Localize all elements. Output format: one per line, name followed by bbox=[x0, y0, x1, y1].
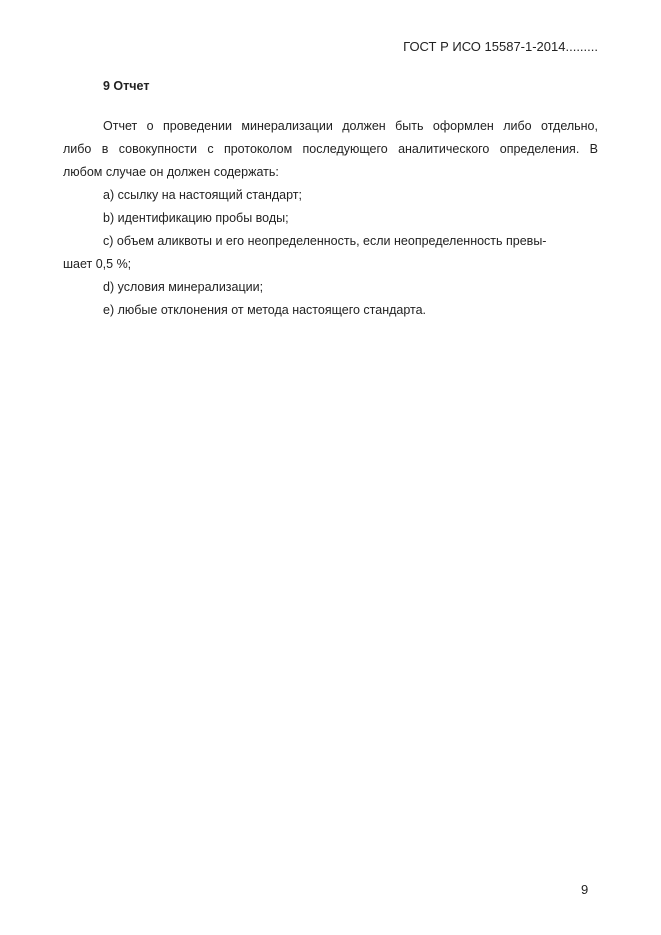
list-item-continuation: шает 0,5 %; bbox=[63, 257, 132, 271]
document-header: ГОСТ Р ИСО 15587-1-2014......... bbox=[403, 39, 598, 54]
list-item: e) любые отклонения от метода настоящего стандарта. bbox=[103, 303, 427, 317]
paragraph-line: Отчет о проведении минерализации должен быть оформлен либо отдельно, bbox=[103, 119, 598, 133]
list-item: c) объем аликвоты и его неопределенность, если неопределенность превы- bbox=[103, 234, 547, 248]
section-heading: 9 Отчет bbox=[103, 79, 150, 93]
list-item: d) условия минерализации; bbox=[103, 280, 264, 294]
page-number: 9 bbox=[581, 882, 589, 897]
list-item: b) идентификацию пробы воды; bbox=[103, 211, 289, 225]
paragraph-line: либо в совокупности с протоколом последующего аналитического определения. В bbox=[63, 142, 598, 156]
list-item: a) ссылку на настоящий стандарт; bbox=[103, 188, 302, 202]
paragraph-line: любом случае он должен содержать: bbox=[63, 165, 279, 179]
